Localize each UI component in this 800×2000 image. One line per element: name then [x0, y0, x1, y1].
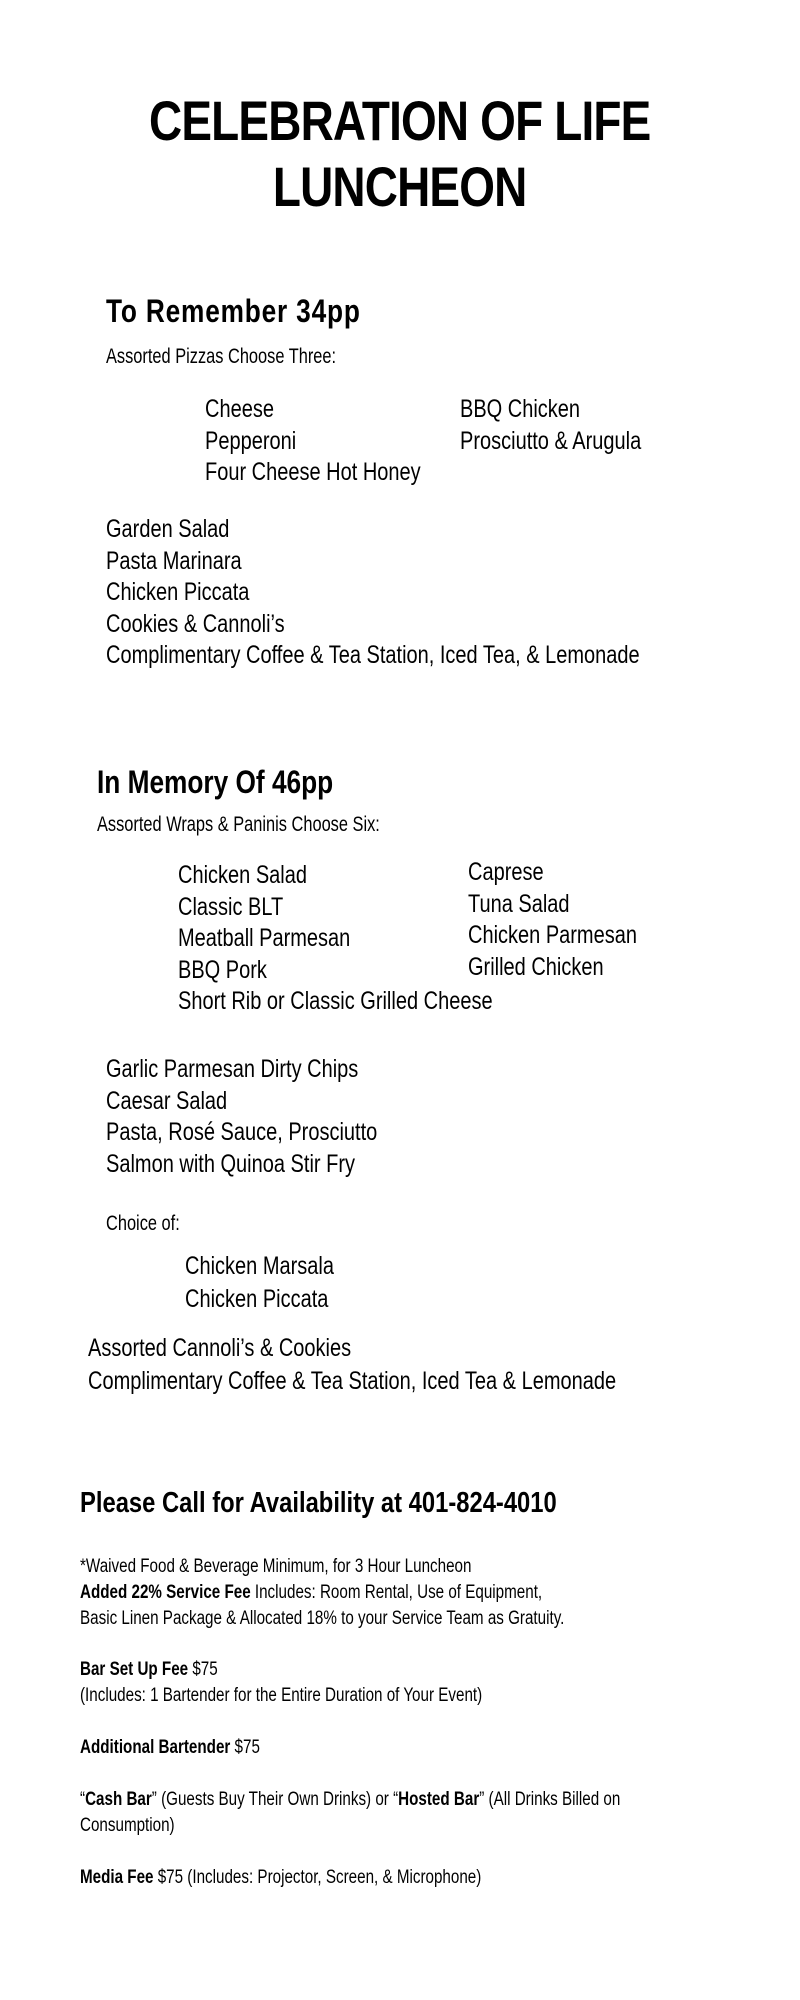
package-1-items	[106, 514, 773, 672]
list-item: Garden Salad	[106, 515, 230, 543]
wrap-option: BBQ Pork	[178, 955, 267, 984]
cash-bar-label: Cash Bar	[85, 1789, 152, 1810]
media-fee-note: Media Fee $75 (Includes: Projector, Screen, & Microphone)	[80, 1867, 482, 1888]
list-item: Complimentary Coffee & Tea Station, Iced Tea, & Lemonade	[106, 641, 640, 669]
hosted-bar-label: Hosted Bar	[398, 1789, 480, 1810]
package-1-heading: To Remember 34pp	[106, 293, 361, 329]
service-fee-label: Added 22% Service Fee	[80, 1582, 251, 1603]
wrap-option: Meatball Parmesan	[178, 924, 351, 952]
title-line-2: LUNCHEON	[273, 155, 527, 218]
page-title	[0, 88, 800, 220]
package-2-wrap-options-right	[468, 857, 679, 983]
package-2-heading: In Memory Of 46pp	[97, 764, 334, 800]
list-item: Cookies & Cannoli’s	[106, 609, 285, 638]
package-1-subheading: Assorted Pizzas Choose Three:	[106, 345, 337, 368]
list-item: Salmon with Quinoa Stir Fry	[106, 1149, 355, 1178]
choice-label: Choice of:	[106, 1212, 180, 1235]
package-1-pizza-options-left	[205, 394, 475, 489]
service-fee-note: *Waived Food & Beverage Minimum, for 3 Hour Luncheon Added 22% Service Fee Includes: Room Rental, Use of Equipment, Basic Linen Package & Allocated 18% to your Service Team as Gratuity.	[80, 1556, 565, 1629]
pizza-option: BBQ Chicken	[460, 395, 581, 423]
wrap-option: Grilled Chicken	[468, 952, 604, 981]
title-line-1: CELEBRATION OF LIFE	[149, 89, 651, 152]
waived-minimum-text: *Waived Food & Beverage Minimum, for 3 Hour Luncheon	[80, 1556, 472, 1577]
package-1-pizza-options-right	[460, 394, 687, 457]
bar-type-note: “Cash Bar” (Guests Buy Their Own Drinks) or “Hosted Bar” (All Drinks Billed on Consumption)	[80, 1789, 621, 1836]
package-2-closing-items	[88, 1332, 748, 1398]
bar-setup-label: Bar Set Up Fee	[80, 1659, 189, 1680]
list-item: Caesar Salad	[106, 1086, 228, 1115]
pizza-option: Pepperoni	[205, 426, 297, 455]
additional-bartender-note: Additional Bartender $75	[80, 1737, 260, 1758]
wrap-option: Chicken Parmesan	[468, 921, 637, 949]
pizza-option: Cheese	[205, 395, 274, 423]
list-item: Complimentary Coffee & Tea Station, Iced Tea & Lemonade	[88, 1367, 617, 1395]
wrap-option: Tuna Salad	[468, 889, 570, 918]
additional-bartender-label: Additional Bartender	[80, 1737, 231, 1758]
wrap-option: Classic BLT	[178, 892, 284, 921]
media-fee-label: Media Fee	[80, 1867, 154, 1888]
wrap-option: Chicken Salad	[178, 861, 307, 889]
wrap-option: Caprese	[468, 858, 544, 886]
list-item: Garlic Parmesan Dirty Chips	[106, 1055, 359, 1083]
bar-setup-note: Bar Set Up Fee $75 (Includes: 1 Bartender for the Entire Duration of Your Event)	[80, 1659, 483, 1706]
wrap-option: Short Rib or Classic Grilled Cheese	[178, 987, 493, 1015]
availability-call: Please Call for Availability at 401-824-4010	[80, 1487, 557, 1519]
list-item: Assorted Cannoli’s & Cookies	[88, 1334, 352, 1362]
package-2-subheading: Assorted Wraps & Paninis Choose Six:	[97, 813, 380, 836]
list-item: Pasta, Rosé Sauce, Prosciutto	[106, 1118, 378, 1146]
choice-option: Chicken Piccata	[185, 1285, 329, 1313]
list-item: Pasta Marinara	[106, 546, 242, 575]
package-2-items	[106, 1054, 445, 1180]
package-2-choices	[185, 1250, 371, 1316]
choice-option: Chicken Marsala	[185, 1252, 334, 1280]
list-item: Chicken Piccata	[106, 578, 250, 606]
pizza-option: Prosciutto & Arugula	[460, 426, 642, 455]
pizza-option: Four Cheese Hot Honey	[205, 458, 421, 486]
